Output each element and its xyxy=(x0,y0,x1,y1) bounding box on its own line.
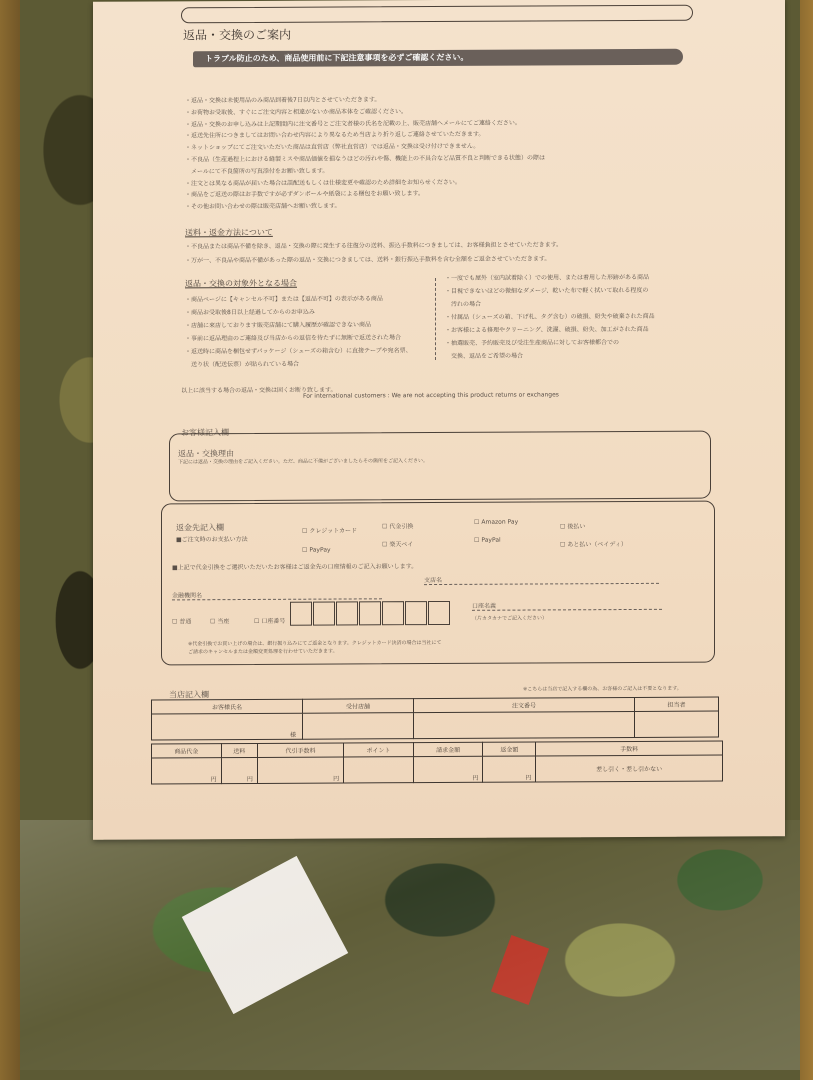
fee-option: 差し引く・差し引かない xyxy=(536,755,723,782)
excluded-item: ・お客様による修理やクリーニング、洗濯、破損、紛失、加工がされた商品 xyxy=(445,325,649,334)
account-digit-box[interactable] xyxy=(428,601,450,625)
reason-box[interactable] xyxy=(169,431,711,502)
english-notice: For international customers : We are not accepting this product returns or exchanges xyxy=(303,391,559,400)
yen-cell: 円 xyxy=(257,757,343,783)
account-digit-box[interactable] xyxy=(382,601,404,625)
header-cell: 請求金額 xyxy=(413,742,483,756)
payment-option[interactable]: ☐ PayPay xyxy=(302,547,331,554)
excluded-item: ・返送時に商品を梱包せずパッケージ（シューズの箱含む）に直接テープや宛名票、 xyxy=(185,347,412,356)
customer-heading: お客様記入欄 xyxy=(181,428,229,438)
excluded-item: ・商品お受取後8日以上経過してからのお申込み xyxy=(185,308,315,317)
header-cell: 手数料 xyxy=(536,741,723,756)
payment-option[interactable]: ☐ 後払い xyxy=(560,521,585,530)
yen-cell: 円 xyxy=(221,757,257,783)
cell xyxy=(414,711,635,738)
holder-note: （片カタカナでご記入ください） xyxy=(472,615,548,622)
header-cell: 担当者 xyxy=(635,697,719,711)
branch-field[interactable]: 支店名 xyxy=(424,574,659,585)
cell xyxy=(303,713,414,740)
refund-footnote: ご請求のキャンセルまたは金額変更処理を行わせていただきます。 xyxy=(188,648,338,656)
name-cell: 様 xyxy=(152,713,303,740)
cell xyxy=(635,711,719,737)
yen-cell: 円 xyxy=(413,756,483,782)
account-number-boxes[interactable] xyxy=(290,601,451,626)
header-cell: 受付店舗 xyxy=(303,699,414,714)
excluded-item: ・店舗に來店しております販売店舗にて購入履歴が確認できない商品 xyxy=(185,321,372,330)
note-item: ・返送先住所につきましてはお問い合わせ内容により異なるため当店より折り返しご連絡させていただきます。 xyxy=(185,131,485,140)
reason-title: 返品・交換理由 xyxy=(178,449,234,459)
note-item: ・返品・交換は未使用品のみ商品到着後7日以内とさせていただきます。 xyxy=(185,96,381,105)
account-digit-box[interactable] xyxy=(313,602,335,626)
header-cell: 返金額 xyxy=(483,742,536,756)
header-cell: 注文番号 xyxy=(414,697,635,712)
shipping-line: ・万が一、不良品や商品不備があった際の返品・交換につきましては、送料・銀行振込手数料を含む全額をご返金させていただきます。 xyxy=(185,255,551,265)
excluded-item: 送り状（配送伝票）が貼られている場合 xyxy=(185,360,300,369)
shipping-heading: 送料・返金方法について xyxy=(185,227,273,238)
bank-field[interactable]: 金融機関名 xyxy=(172,589,382,600)
note-item: ・返品・交換のお申し込みは上記期間内に注文番号とご注文者様の氏名を記載の上、販売店舗へメールにてご連絡ください。 xyxy=(185,119,521,128)
payment-label: ■ご注文時のお支払い方法 xyxy=(176,536,248,544)
divider xyxy=(435,278,436,360)
plastic-bag xyxy=(20,820,800,1070)
note-item: ・商品をご返送の際はお手数ですが必ずダンボールや紙袋による梱包をお願い致します。 xyxy=(185,190,425,199)
refund-box xyxy=(161,501,715,666)
note-item: ・ネットショップにてご注文いただいた商品は直営店（弊社直営店）では返品・交換は受け付けできません。 xyxy=(185,142,480,152)
excluded-item: ・事前に返品理由のご連絡及び当店からの返信を待たずに無断で返送された場合 xyxy=(185,334,402,343)
store-heading: 当店記入欄 xyxy=(169,690,209,700)
payment-option[interactable]: ☐ あと払い（ペイディ） xyxy=(560,539,627,548)
excluded-footer: 以上に該当する場合の返品・交換は固くお断り致します。 xyxy=(181,386,337,395)
excluded-item: ・付属品（シューズの箱、下げ札、タグ含む）の破損、紛失や破棄された商品 xyxy=(445,312,655,321)
account-digit-box[interactable] xyxy=(405,601,427,625)
header-frame xyxy=(181,5,693,24)
excluded-item: 汚れの場合 xyxy=(445,300,482,308)
note-item: ・注文とは異なる商品が届いた場合は誤配送もしくは仕様変更や確認のため詳細をお知らせください。 xyxy=(185,178,461,187)
store-note: ※こちらは当店で記入する欄の為、お客様のご記入は不要となります。 xyxy=(523,685,682,693)
account-type-checkbox[interactable]: ☐ 普通 xyxy=(172,616,191,625)
note-item: ・お荷物お受取後、すぐにご注文内容と相違がないか商品本体をご確認ください。 xyxy=(185,107,408,117)
header-cell: 商品代金 xyxy=(152,744,222,758)
excluded-item: ・一度でも屋外（室内試着除く）での使用、または着用した形跡がある商品 xyxy=(445,273,650,282)
excluded-heading: 返品・交換の対象外となる場合 xyxy=(185,278,297,289)
header-cell: 代引手数料 xyxy=(257,743,343,757)
shipping-line: ・不良品または商品不備を除き、返品・交換の際に発生する往復分の送料、振込手数料につきましては、お客様負担とさせていただきます。 xyxy=(185,241,563,251)
payment-option[interactable]: ☐ クレジットカード xyxy=(302,525,357,534)
account-type-checkbox[interactable]: ☐ 当座 xyxy=(210,616,229,625)
holder-field[interactable]: 口座名義 xyxy=(472,600,662,611)
header-cell: お客様氏名 xyxy=(152,699,303,714)
account-number-label: ☐ 口座番号 xyxy=(254,616,285,625)
refund-footnote: ※代金引換でお買い上げの場合は、銀行振り込みにてご返金となります。クレジットカード決済の場合は当社にて xyxy=(188,639,442,648)
store-table-2 xyxy=(151,741,723,785)
store-table-1 xyxy=(151,697,719,741)
note-item: メールにて不良箇所の写真添付をお願い致します。 xyxy=(185,167,329,176)
account-digit-box[interactable] xyxy=(290,602,312,626)
payment-option[interactable]: ☐ 楽天ペイ xyxy=(382,539,413,548)
header-cell: 送料 xyxy=(221,743,257,757)
excluded-item: ・抽選販売、予約販売及び受注生産商品に対してお客様都合での xyxy=(445,339,620,347)
payment-option[interactable]: ☐ Amazon Pay xyxy=(474,519,518,526)
account-digit-box[interactable] xyxy=(359,601,381,625)
note-item: ・その他お問い合わせの際は販売店舗へお願い致します。 xyxy=(185,202,341,211)
cell xyxy=(344,757,414,783)
cod-note: ■上記で代金引換をご選択いただいたお客様はご返金先の口座情報のご記入お願いします。 xyxy=(172,563,418,572)
payment-option[interactable]: ☐ PayPal xyxy=(474,537,501,544)
excluded-item: ・商品ページに【キャンセル不可】または【返品不可】の表示がある商品 xyxy=(185,295,383,304)
payment-option[interactable]: ☐ 代金引換 xyxy=(382,521,413,530)
reason-note: 下記には返品・交換の理由をご記入ください。ただ、商品に不備がございましたらその箇所をご記入ください。 xyxy=(178,458,429,466)
warning-banner: トラブル防止のため、商品使用前に下記注意事項を必ずご確認ください。 xyxy=(193,49,683,68)
page-title: 返品・交換のご案内 xyxy=(183,27,292,43)
note-item: ・不良品（生産過程上における縫製ミスや商品価値を損なうほどの汚れや傷、機能上の不具合など品質不良と判断できる状態）の際は xyxy=(185,154,546,164)
yen-cell: 円 xyxy=(483,756,536,782)
account-digit-box[interactable] xyxy=(336,601,358,625)
excluded-item: ・目視できないほどの微細なダメージ、乾いた布で軽く拭いて取れる程度の xyxy=(445,286,649,295)
header-cell: ポイント xyxy=(344,743,414,757)
return-form-sheet xyxy=(93,0,785,840)
yen-cell: 円 xyxy=(152,758,222,784)
excluded-item: 交換、返品をご希望の場合 xyxy=(445,352,524,360)
refund-title: 返金先記入欄 xyxy=(176,523,224,533)
